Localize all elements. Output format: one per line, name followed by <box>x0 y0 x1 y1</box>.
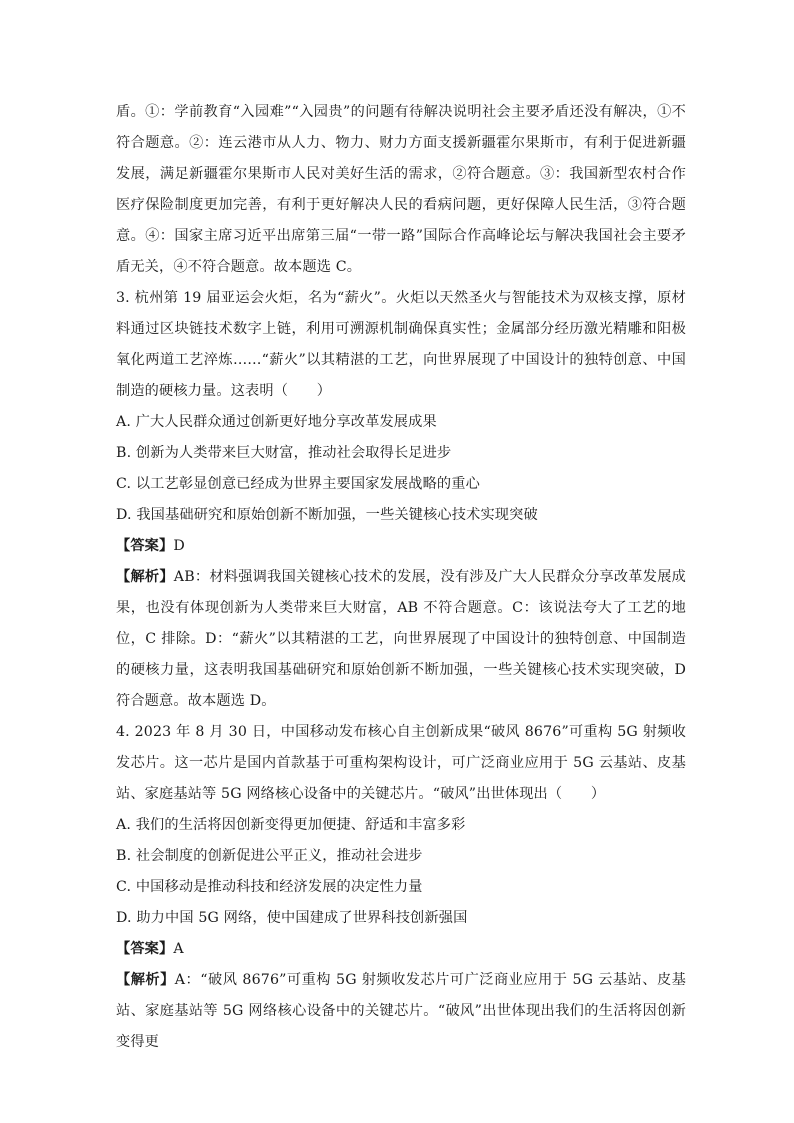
q4-option-d: D. 助力中国 5G 网络，使中国建成了世界科技创新强国 <box>116 910 468 926</box>
q4-option-a: A. 我们的生活将因创新变得更加便捷、舒适和丰富多彩 <box>116 817 466 833</box>
q3-option-b: B. 创新为人类带来巨大财富，推动社会取得长足进步 <box>116 445 452 461</box>
q3-analysis-label: 【解析】 <box>116 569 174 585</box>
q3-option-c: C. 以工艺彰显创意已经成为世界主要国家发展战略的重心 <box>116 476 480 492</box>
q4-option-b: B. 社会制度的创新促进公平正义，推动社会进步 <box>116 848 423 864</box>
q2-analysis-continued: 盾。①：学前教育“入园难”“入园贵”的问题有待解决说明社会主要矛盾还没有解决，①不符合题意。②：连云港市从人力、物力、财力方面支援新疆霍尔果斯市，有利于促进新疆发展，满足新疆霍尔果斯市人民对美好生活的需求，②符合题意。③：我国新型农村合作医疗保险制度更加完善，有利于更好解决人民的看病问题，更好保障人民生活，③符合题意。④：国家主席习近平出席第三届“一带一路”国际合作高峰论坛与解决我国社会主要矛盾无关，④不符合题意。故本题选 C。 <box>116 104 686 275</box>
q3-answer-label: 【答案】 <box>116 538 174 554</box>
q4-option-c: C. 中国移动是推动科技和经济发展的决定性力量 <box>116 879 423 895</box>
document-page <box>116 97 686 1058</box>
q3-analysis-text: AB：材料强调我国关键核心技术的发展，没有涉及广大人民群众分享改革发展成果，也没有体现创新为人类带来巨大财富，AB 不符合题意。C：该说法夸大了工艺的地位，C 排除。D：“薪火”以其精湛的工艺，向世界展现了中国设计的独特创意、中国制造的硬核力量，这表明我国基础研究和原始创新不断加强，一些关键核心技术实现突破，D 符合题意。故本题选 D。 <box>116 569 686 709</box>
q3-option-d: D. 我国基础研究和原始创新不断加强，一些关键核心技术实现突破 <box>116 507 538 523</box>
q3-option-a: A. 广大人民群众通过创新更好地分享改革发展成果 <box>116 414 437 430</box>
q3-answer <box>116 531 686 562</box>
q4-answer-value: A <box>173 941 184 957</box>
q4-analysis-text: A：“破风 8676”可重构 5G 射频收发芯片可广泛商业应用于 5G 云基站、皮基站、家庭基站等 5G 网络核心设备中的关键芯片。“破风”出世体现出我们的生活将因创新变得更 <box>116 972 686 1050</box>
q3-answer-value: D <box>173 538 185 554</box>
q4-analysis <box>116 965 686 1058</box>
q4-answer <box>116 934 686 965</box>
q3-stem: 3. 杭州第 19 届亚运会火炬，名为“薪火”。火炬以天然圣火与智能技术为双核支撑，原材料通过区块链技术数字上链，利用可溯源机制确保真实性；金属部分经历激光精雕和阳极氧化两道工艺淬炼……“薪火”以其精湛的工艺，向世界展现了中国设计的独特创意、中国制造的硬核力量。这表明（ ） <box>116 290 686 399</box>
q4-answer-label: 【答案】 <box>116 941 174 957</box>
q4-stem: 4. 2023 年 8 月 30 日，中国移动发布核心自主创新成果“破风 8676”可重构 5G 射频收发芯片。这一芯片是国内首款基于可重构架构设计，可广泛商业应用于 5G 云基站、皮基站、家庭基站等 5G 网络核心设备中的关键芯片。“破风”出世体现出（ ） <box>116 724 686 802</box>
q4-analysis-label: 【解析】 <box>116 972 175 988</box>
q3-analysis <box>116 562 686 717</box>
